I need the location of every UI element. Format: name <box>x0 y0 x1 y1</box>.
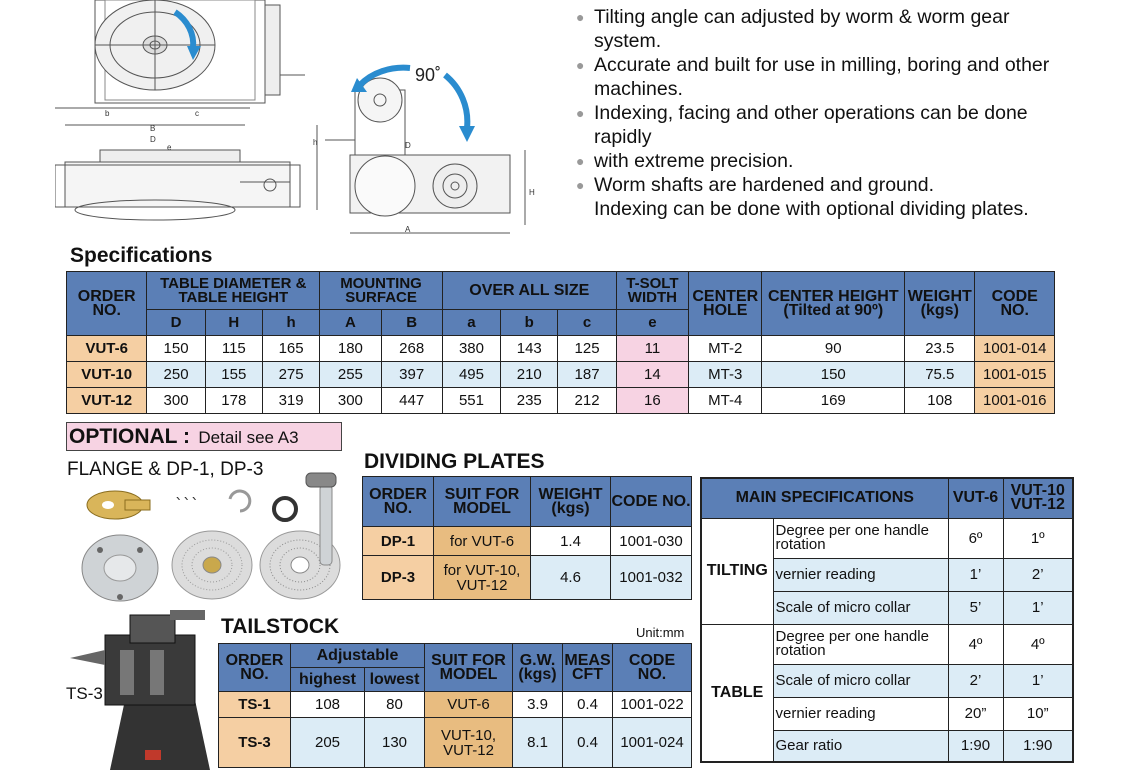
spec-h-overall: OVER ALL SIZE <box>442 272 616 310</box>
flange-title: FLANGE & DP-1, DP-3 <box>67 459 264 480</box>
spec-cell: 397 <box>381 362 442 388</box>
dp-h-weight: WEIGHT (kgs) <box>531 477 611 527</box>
feature-item: Indexing can be done with optional dividing plates. <box>594 198 1029 220</box>
spec-sub-D: D <box>147 310 205 336</box>
spec-table <box>66 271 1055 414</box>
main-cell: 2’ <box>948 664 1003 697</box>
spec-cell: 14 <box>616 362 688 388</box>
spec-cell: 90 <box>762 336 905 362</box>
main-cell: 10” <box>1003 697 1073 730</box>
spec-sub-e: e <box>616 310 688 336</box>
spec-cell: MT-3 <box>689 362 762 388</box>
main-cell: Gear ratio <box>773 730 948 762</box>
spec-h-table: TABLE DIAMETER & TABLE HEIGHT <box>147 272 320 310</box>
main-h-c1: VUT-6 <box>948 478 1003 518</box>
tail-h-suit: SUIT FOR MODEL <box>425 644 513 692</box>
spec-sub-A: A <box>320 310 381 336</box>
tail-h-high: highest <box>291 668 365 692</box>
table-row <box>363 527 692 556</box>
spec-sub-a: a <box>442 310 500 336</box>
spec-cell: 380 <box>442 336 500 362</box>
main-cell: 1º <box>1003 518 1073 558</box>
spec-cell: 300 <box>320 388 381 414</box>
spec-h-weight: WEIGHT (kgs) <box>905 272 975 336</box>
spec-cell: 250 <box>147 362 205 388</box>
tail-h-code: CODE NO. <box>613 644 692 692</box>
tail-cell: 130 <box>365 718 425 768</box>
spec-cell: VUT-6 <box>67 336 147 362</box>
tail-cell: 0.4 <box>563 692 613 718</box>
spec-cell: 235 <box>501 388 558 414</box>
optional-detail: Detail see A3 <box>198 428 299 447</box>
main-cell: 4º <box>948 624 1003 664</box>
dim-b-label: b <box>105 109 110 118</box>
tail-cell: 3.9 <box>513 692 563 718</box>
tail-cell: 8.1 <box>513 718 563 768</box>
spec-sub-B: B <box>381 310 442 336</box>
spec-cell: 23.5 <box>905 336 975 362</box>
tail-cell: VUT-10, VUT-12 <box>425 718 513 768</box>
main-cell: 1’ <box>1003 664 1073 697</box>
feature-item: ● Indexing, facing and other operations can be done rapidly <box>576 102 1028 148</box>
spec-cell: 212 <box>558 388 616 414</box>
flange-accessories-image <box>70 465 355 615</box>
spec-cell: 150 <box>762 362 905 388</box>
dp-h-order: ORDER NO. <box>363 477 434 527</box>
table-row <box>67 388 1055 414</box>
spec-cell: 150 <box>147 336 205 362</box>
table-row <box>219 692 692 718</box>
feature-item: ● Tilting angle can adjusted by worm & worm gear system. <box>576 6 1010 52</box>
main-cell: 1’ <box>948 558 1003 591</box>
table-row <box>67 336 1055 362</box>
tail-cell: 1001-022 <box>613 692 692 718</box>
main-cell: Scale of micro collar <box>773 591 948 624</box>
spec-sub-b: b <box>501 310 558 336</box>
tail-cell: 108 <box>291 692 365 718</box>
spec-cell: 187 <box>558 362 616 388</box>
tail-h-meas: MEAS CFT <box>563 644 613 692</box>
spec-h-code: CODE NO. <box>975 272 1055 336</box>
svg-text:ˋˋˋ: ˋˋˋ <box>175 495 199 514</box>
spec-cell: 447 <box>381 388 442 414</box>
tail-cell: 205 <box>291 718 365 768</box>
spec-cell: 268 <box>381 336 442 362</box>
spec-sub-H: H <box>205 310 262 336</box>
spec-cell: 11 <box>616 336 688 362</box>
feature-item: ● with extreme precision. <box>576 150 794 172</box>
spec-cell: 125 <box>558 336 616 362</box>
main-cell: Degree per one handle rotation <box>773 518 948 558</box>
dp-cell: for VUT-10, VUT-12 <box>434 556 531 600</box>
main-cell: vernier reading <box>773 697 948 730</box>
main-spec-table <box>700 477 1074 763</box>
spec-cell: 255 <box>320 362 381 388</box>
dim-c-label: c <box>195 109 199 118</box>
main-cell: 1:90 <box>1003 730 1073 762</box>
spec-cell: 178 <box>205 388 262 414</box>
spec-cell: 495 <box>442 362 500 388</box>
dp-cell: 1001-030 <box>611 527 692 556</box>
dp-cell: 1001-032 <box>611 556 692 600</box>
tail-unit: Unit:mm <box>636 625 685 640</box>
spec-h-mount: MOUNTING SURFACE <box>320 272 443 310</box>
main-cell: Scale of micro collar <box>773 664 948 697</box>
spec-cell: MT-2 <box>689 336 762 362</box>
spec-h-order: ORDER NO. <box>67 272 147 336</box>
main-cell: 1:90 <box>948 730 1003 762</box>
spec-h-tslot: T-SOLT WIDTH <box>616 272 688 310</box>
main-cell: Degree per one handle rotation <box>773 624 948 664</box>
spec-cell: 1001-014 <box>975 336 1055 362</box>
dim-A-label: A <box>405 225 411 234</box>
optional-banner <box>66 422 342 451</box>
tail-h-adj: Adjustable <box>291 644 425 668</box>
spec-sub-h: h <box>262 310 319 336</box>
tail-cell: 0.4 <box>563 718 613 768</box>
dim-B-label: B <box>150 124 156 133</box>
spec-cell: 115 <box>205 336 262 362</box>
tail-h-gw: G.W. (kgs) <box>513 644 563 692</box>
feature-list <box>576 5 1056 221</box>
table-row <box>67 362 1055 388</box>
feature-item: ● Accurate and built for use in milling, boring and other machines. <box>576 54 1050 100</box>
spec-cell: 210 <box>501 362 558 388</box>
dim-H-label: H <box>529 188 535 197</box>
dp-table <box>362 476 692 600</box>
spec-cell: 108 <box>905 388 975 414</box>
main-cell: 6º <box>948 518 1003 558</box>
tail-h-order: ORDER NO. <box>219 644 291 692</box>
tail-cell: VUT-6 <box>425 692 513 718</box>
main-cell: 4º <box>1003 624 1073 664</box>
dp-cell: 1.4 <box>531 527 611 556</box>
spec-cell: 1001-015 <box>975 362 1055 388</box>
spec-cell: VUT-12 <box>67 388 147 414</box>
tail-title: TAILSTOCK <box>221 615 340 638</box>
tail-cell: TS-3 <box>219 718 291 768</box>
spec-cell: 275 <box>262 362 319 388</box>
spec-cell: 165 <box>262 336 319 362</box>
dp-h-code: CODE NO. <box>611 477 692 527</box>
spec-h-center: CENTER HOLE <box>689 272 762 336</box>
tail-cell: 80 <box>365 692 425 718</box>
main-h-title: MAIN SPECIFICATIONS <box>701 478 948 518</box>
spec-cell: 75.5 <box>905 362 975 388</box>
spec-cell: MT-4 <box>689 388 762 414</box>
dp-cell: 4.6 <box>531 556 611 600</box>
dp-cell: for VUT-6 <box>434 527 531 556</box>
tail-cell: TS-1 <box>219 692 291 718</box>
spec-cell: 16 <box>616 388 688 414</box>
table-row <box>701 518 1073 558</box>
angle-label: 90˚ <box>415 65 442 85</box>
spec-cell: 180 <box>320 336 381 362</box>
main-cell: 2’ <box>1003 558 1073 591</box>
dp-h-suit: SUIT FOR MODEL <box>434 477 531 527</box>
main-group-tilting: TILTING <box>701 518 773 624</box>
table-row <box>701 624 1073 664</box>
main-cell: vernier reading <box>773 558 948 591</box>
dim-h-label: h <box>313 138 318 147</box>
rotary-table-drawing <box>55 0 565 240</box>
tail-table <box>218 643 692 768</box>
main-h-c2: VUT-10 VUT-12 <box>1003 478 1073 518</box>
main-group-table: TABLE <box>701 624 773 762</box>
spec-cell: 319 <box>262 388 319 414</box>
spec-cell: 169 <box>762 388 905 414</box>
spec-cell: 143 <box>501 336 558 362</box>
table-row <box>363 556 692 600</box>
spec-cell: 300 <box>147 388 205 414</box>
main-cell: 5’ <box>948 591 1003 624</box>
feature-item: ● Worm shafts are hardened and ground. <box>576 174 935 196</box>
spec-cell: 1001-016 <box>975 388 1055 414</box>
spec-cell: 551 <box>442 388 500 414</box>
spec-cell: 155 <box>205 362 262 388</box>
dim-D2-label: D <box>405 141 411 150</box>
dim-D-label: D <box>150 135 156 144</box>
tail-cell: 1001-024 <box>613 718 692 768</box>
dp-cell: DP-1 <box>363 527 434 556</box>
main-cell: 1’ <box>1003 591 1073 624</box>
main-cell: 20” <box>948 697 1003 730</box>
tailstock-model-label: TS-3 <box>66 684 103 703</box>
dp-cell: DP-3 <box>363 556 434 600</box>
spec-cell: VUT-10 <box>67 362 147 388</box>
spec-title: Specifications <box>70 244 213 267</box>
optional-label: OPTIONAL : <box>69 425 190 448</box>
table-row <box>219 718 692 768</box>
dim-e-label: e <box>167 143 172 152</box>
spec-h-centerh: CENTER HEIGHT (Tilted at 90º) <box>762 272 905 336</box>
spec-sub-c: c <box>558 310 616 336</box>
tail-h-low: lowest <box>365 668 425 692</box>
dp-title: DIVIDING PLATES <box>364 450 545 473</box>
